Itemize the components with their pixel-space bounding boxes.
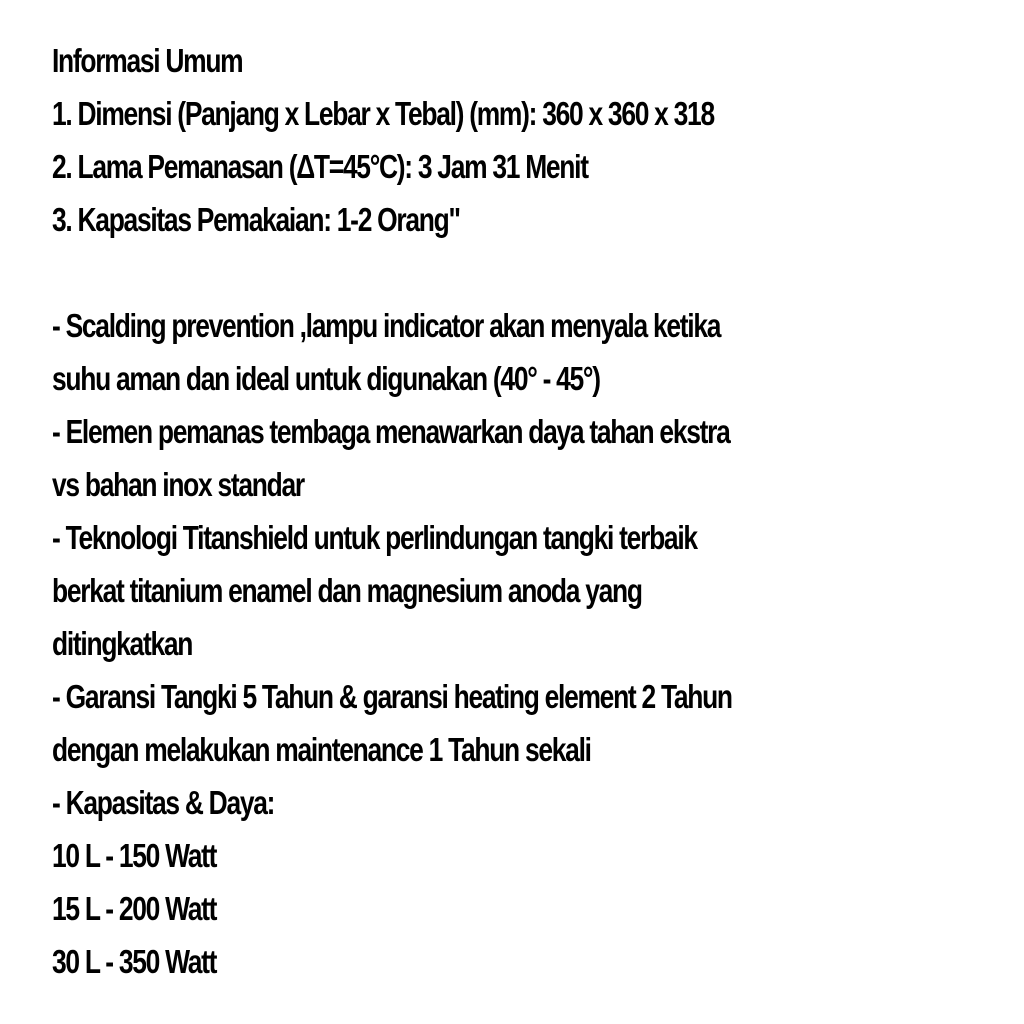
titanshield-feature-line: ditingkatkan [52, 625, 193, 662]
capacity-item: 30 L - 350 Watt [52, 943, 217, 980]
scalding-feature-line: - Scalding prevention ,lampu indicator akan menyala ketika [52, 307, 721, 344]
warranty-feature-line: dengan melakukan maintenance 1 Tahun sekali [52, 731, 591, 768]
product-description [52, 34, 804, 988]
titanshield-feature-line: berkat titanium enamel dan magnesium anoda yang [52, 572, 642, 609]
element-feature-line: - Elemen pemanas tembaga menawarkan daya tahan ekstra [52, 413, 730, 450]
dimension-item: 1. Dimensi (Panjang x Lebar x Tebal) (mm): 360 x 360 x 318 [52, 95, 714, 132]
element-feature-line: vs bahan inox standar [52, 466, 304, 503]
capacity-heading: - Kapasitas & Daya: [52, 784, 275, 821]
scalding-feature-line: suhu aman dan ideal untuk digunakan (40° - 45°) [52, 360, 600, 397]
paragraph-gap [52, 246, 804, 299]
heating-time-item: 2. Lama Pemanasan (ΔT=45°C): 3 Jam 31 Menit [52, 148, 588, 185]
capacity-item: 10 L - 150 Watt [52, 837, 217, 874]
general-info-heading: Informasi Umum [52, 42, 243, 79]
capacity-item: 15 L - 200 Watt [52, 890, 217, 927]
titanshield-feature-line: - Teknologi Titanshield untuk perlindungan tangki terbaik [52, 519, 697, 556]
warranty-feature-line: - Garansi Tangki 5 Tahun & garansi heating element 2 Tahun [52, 678, 732, 715]
usage-capacity-item: 3. Kapasitas Pemakaian: 1-2 Orang" [52, 201, 460, 238]
